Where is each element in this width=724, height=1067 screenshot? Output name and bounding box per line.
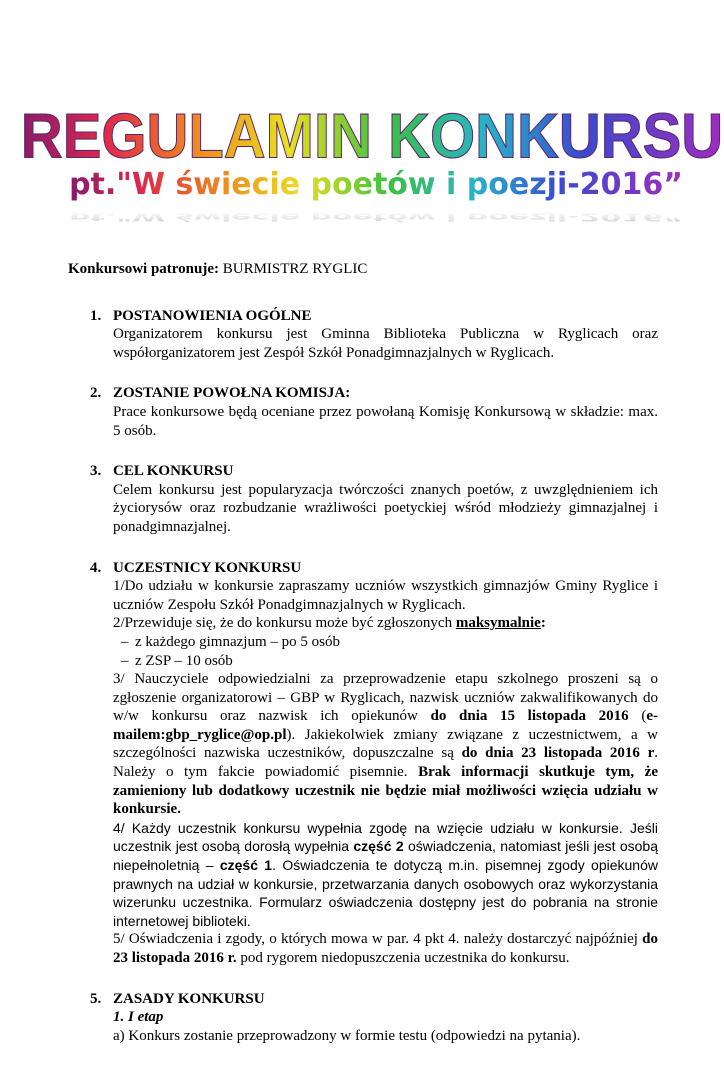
text-run-bold: do dnia 15 listopada 2016 xyxy=(430,708,629,725)
text-run: 3/ Nauczyciele odpowiedzialni za przeprowadzenie etapu szkolnego proszeni są o zgłoszenie organizatorowi – GBP w Ryglicach, nazwisk uczniów zakwalifikowanych do w/w konkursu oraz nazwisk ich opiekunów xyxy=(113,671,658,725)
section-5 xyxy=(68,990,658,1046)
document-header xyxy=(0,0,724,240)
text-run-bold: część 2 xyxy=(353,838,404,855)
text-run: pod rygorem niedopuszczenia uczestnika do konkursu. xyxy=(236,950,570,966)
section-title: ZASADY KONKURSU xyxy=(113,990,265,1007)
text-run-bold-underline: maksymalnie xyxy=(455,615,541,632)
section-number: 3. xyxy=(90,463,102,480)
text-run: 2/Przewiduje się, że do konkursu może być zgłoszonych xyxy=(113,615,456,632)
dash-list-item xyxy=(113,652,658,671)
participants-paragraph-1: 1/Do udziału w konkursie zapraszamy uczniów wszystkich gimnazjów Gminy Ryglice i uczniów Zespołu Szkół Ponadgimnazjalnych w Ryglicach. xyxy=(113,578,658,613)
text-run-bold: do 23 listopada 2016 r. xyxy=(113,931,658,966)
text-run-bold: Brak informacji skutkuje tym, że zamieniony lub dodatkowy uczestnik nie będzie miał możliwości wzięcia udziału w konkursie. xyxy=(113,764,658,818)
participants-paragraph-4 xyxy=(113,819,658,931)
section-number: 5. xyxy=(90,990,102,1007)
dash-item-text: z każdego gimnazjum – po 5 osób xyxy=(135,633,340,650)
dash-item-text: z ZSP – 10 osób xyxy=(135,652,233,669)
section-number: 4. xyxy=(90,559,102,576)
email-text: e-mailem:gbp_ryglice@op.pl xyxy=(113,708,658,743)
text-run: . Oświadczenia te dotyczą m.in. pisemnej zgody opiekunów prawnych na udział w konkursie, przetwarzania danych osobowych oraz wykorzystania wizerunku uczestnika. Formularz oświadczenia dostępny jest do pobrania na stronie internetowej biblioteki. xyxy=(113,857,658,929)
patron-line xyxy=(68,260,658,279)
text-run: ( xyxy=(628,708,647,725)
header-title: REGULAMIN KONKURSU xyxy=(20,100,724,172)
text-run-bold: : xyxy=(540,615,546,632)
stage-heading: 1. I etap xyxy=(113,1009,164,1026)
participants-paragraph-2 xyxy=(113,614,658,633)
section-title: CEL KONKURSU xyxy=(113,463,234,480)
section-title: POSTANOWIENIA OGÓLNE xyxy=(113,307,312,324)
text-run-bold: część 1 xyxy=(219,857,273,874)
section-text: Organizatorem konkursu jest Gminna Biblioteka Publiczna w Ryglicach oraz współorganizatorem jest Zespół Szkół Ponadgimnazjalnych w Ryglicach. xyxy=(113,326,658,361)
text-run: ). Jakiekolwiek zmiany związane z uczestnictwem, a w szczególności nazwiska uczestników, dopuszczalne są xyxy=(113,726,658,762)
dash-bullet: – xyxy=(121,652,129,669)
header-subtitle: pt."W świecie poetów i poezji-2016” xyxy=(69,167,683,202)
participants-paragraph-3 xyxy=(113,670,658,819)
section-number: 2. xyxy=(90,385,102,402)
text-run-bold: do dnia 23 listopada 2016 r xyxy=(461,745,655,762)
section-2 xyxy=(68,384,658,440)
text-run: . Należy o tym fakcie powiadomić pisemnie. xyxy=(113,745,658,781)
header-wordart xyxy=(0,0,724,240)
text-run: oświadczenia, natomiast jeśli jest osobą niepełnoletnią – xyxy=(113,838,658,874)
section-text: a) Konkurs zostanie przeprowadzony w formie testu (odpowiedzi na pytania). xyxy=(113,1027,581,1044)
section-4 xyxy=(68,559,658,968)
dash-bullet: – xyxy=(121,633,129,650)
header-subtitle-reflection: pt."W świecie poetów i poezji-2016” xyxy=(69,210,683,223)
section-title: UCZESTNICY KONKURSU xyxy=(113,559,302,576)
section-title: ZOSTANIE POWOŁNA KOMISJA: xyxy=(113,385,351,402)
document-body xyxy=(68,260,658,1067)
dash-list-item xyxy=(113,633,658,652)
section-number: 1. xyxy=(90,307,102,324)
participants-paragraph-5 xyxy=(113,930,658,967)
section-text: Celem konkursu jest popularyzacja twórczości znanych poetów, z uwzględnieniem ich życiorysów oraz rozbudzanie wrażliwości poetyckiej wśród młodzieży gimnazjalnej i ponadgimnazjalnej. xyxy=(113,481,658,535)
patron-label: Konkursowi patronuje: xyxy=(68,261,219,277)
text-run: 5/ Oświadczenia i zgody, o których mowa w par. 4 pkt 4. należy dostarczyć najpóźniej xyxy=(113,931,643,948)
section-1 xyxy=(68,307,658,363)
section-text: Prace konkursowe będą oceniane przez powołaną Komisję Konkursową w składzie: max. 5 osób. xyxy=(113,403,658,439)
text-run: 4/ Każdy uczestnik konkursu wypełnia zgodę na wzięcie udziału w konkursie. Jeśli uczestnik jest osobą dorosłą wypełnia xyxy=(113,819,658,855)
patron-value: BURMISTRZ RYGLIC xyxy=(222,261,368,277)
section-3 xyxy=(68,462,658,536)
